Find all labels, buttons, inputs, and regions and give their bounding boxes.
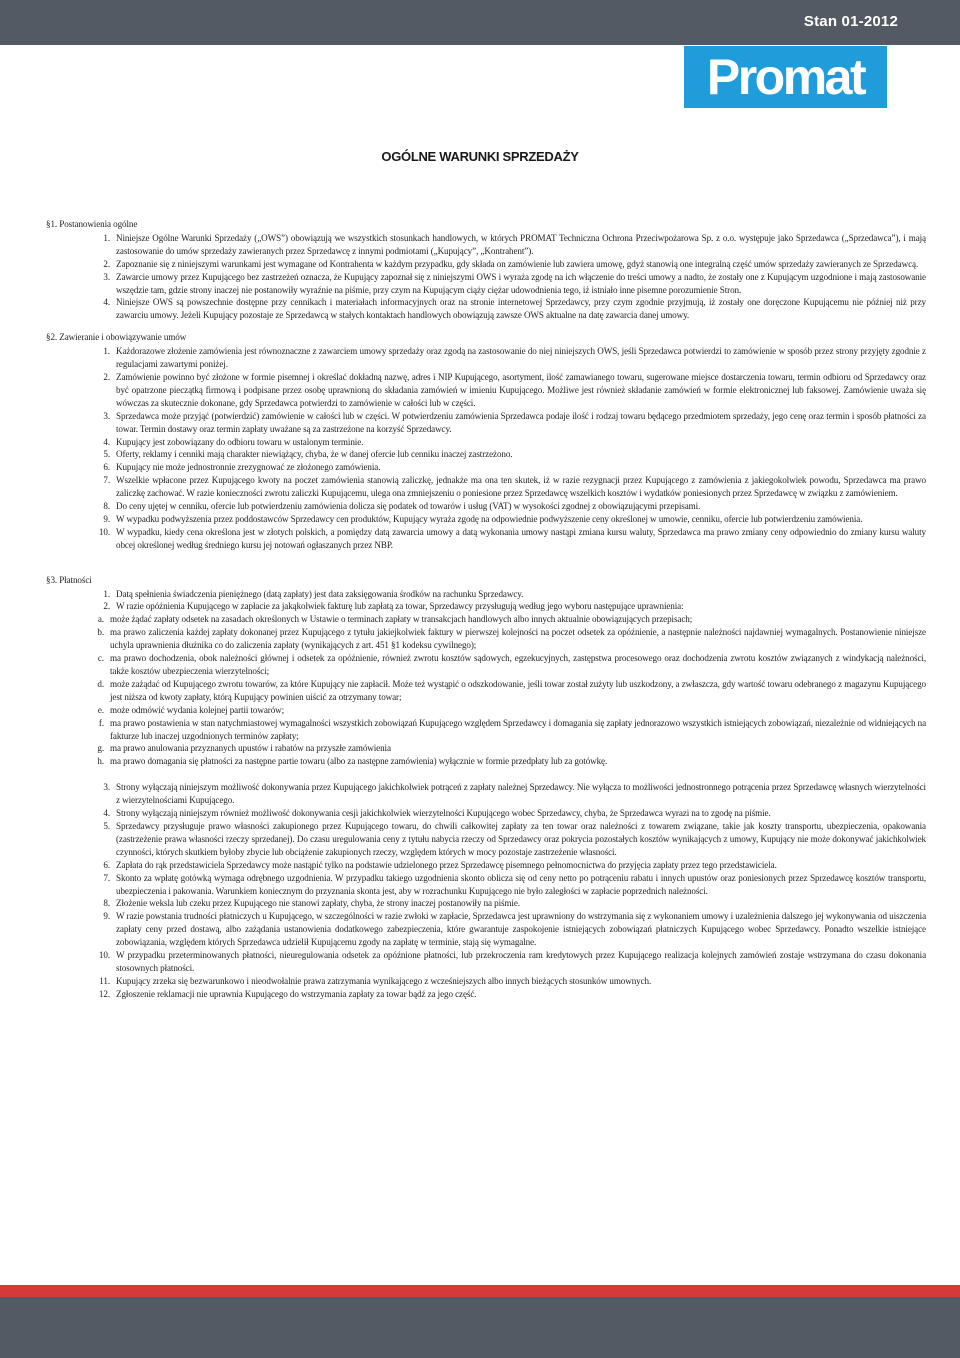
- item-number: 6.: [103, 462, 110, 473]
- list-item: [48, 232, 926, 258]
- item-number: 2.: [103, 601, 110, 612]
- item-number: 3.: [103, 410, 110, 421]
- letter-item: [48, 742, 926, 755]
- item-number: 4.: [103, 297, 110, 308]
- item-number: 3.: [103, 782, 110, 793]
- item-number: 1.: [103, 232, 110, 243]
- section-1: [48, 218, 926, 322]
- section-heading: §3. Płatności: [46, 574, 92, 585]
- section-2: [48, 331, 926, 551]
- item-text: Niniejsze Ogólne Warunki Sprzedaży („OWS”) obowiązują we wszystkich stosunkach handlowych, w których PROMAT Techniczna Ochrona Przeciwpożarowa Sp. z o.o. występuje jako Sprzedawca („Sprzedawca”), i mają zastosowanie do umów sprzedaży zawieranych przez Sprzedawcę z innymi podmiotami („Kupujący”, „Kontrahent”).: [116, 232, 926, 256]
- document-body: [48, 218, 926, 1010]
- list-item: [48, 975, 926, 988]
- item-number: 5.: [103, 820, 110, 831]
- list-item: [48, 436, 926, 449]
- edition-date: Stan 01-2012: [803, 13, 898, 30]
- letter-label: f.: [98, 717, 104, 728]
- letter-label: e.: [97, 704, 104, 715]
- list-item: [48, 461, 926, 474]
- letter-label: g.: [97, 743, 104, 754]
- list-item: [48, 448, 926, 461]
- list-item: [48, 588, 926, 601]
- item-number: 10.: [98, 526, 110, 537]
- letter-item: [48, 652, 926, 678]
- list-item: [48, 474, 926, 500]
- list-item: [48, 949, 926, 975]
- item-number: 4.: [103, 808, 110, 819]
- item-text: Datą spełnienia świadczenia pieniężnego (datą zapłaty) jest data zaksięgowania środków na rachunku Sprzedawcy.: [116, 588, 524, 599]
- letter-item: [48, 678, 926, 704]
- letter-text: ma prawo domagania się płatności za następne partie towaru (albo za następne zamówienia) wyłącznie w formie przedpłaty lub za gotówkę.: [110, 756, 608, 767]
- letter-item: [48, 755, 926, 768]
- item-text: Zgłoszenie reklamacji nie uprawnia Kupującego do wstrzymania zapłaty za towar bądź za jego część.: [116, 988, 477, 999]
- list-item: [48, 859, 926, 872]
- item-number: 8.: [103, 501, 110, 512]
- item-number: 5.: [103, 449, 110, 460]
- list-item: [48, 910, 926, 949]
- letter-text: może odmówić wydania kolejnej partii towarów;: [110, 704, 285, 715]
- letter-label: c.: [97, 653, 104, 664]
- letter-text: ma prawo postawienia w stan natychmiastowej wymagalności wszystkich zobowiązań Kupującego względem Sprzedawcy i domagania się zapłaty jednorazowo wszystkich istniejących zobowiązań, niezależnie od widniejących na fakturze lub inaczej uzgodnionych terminów zapłaty;: [110, 717, 926, 741]
- item-text: Strony wyłączają niniejszym również możliwość dokonywania cesji jakichkolwiek wierzytelności Kupującego wobec Sprzedawcy, chyba, że Sprzedawca wyrazi na to zgodę na piśmie.: [116, 808, 771, 819]
- letter-text: może żądać zapłaty odsetek na zasadach określonych w Ustawie o terminach zapłaty w transakcjach handlowych albo innych aktualnie obowiązujących przepisach;: [110, 614, 693, 625]
- list-item: [48, 513, 926, 526]
- letter-item: [48, 704, 926, 717]
- list-item: [48, 526, 926, 552]
- letter-label: a.: [97, 614, 104, 625]
- list-item: [48, 296, 926, 322]
- promat-logo: [684, 46, 887, 108]
- item-text: Zamówienie powinno być złożone w formie pisemnej i określać dokładną nazwę, adres i NIP Kupującego, asortyment, ilość zamawianego towaru, sugerowane miejsce dostarczenia towaru, termin odbioru od Sprzedawcy oraz być opatrzone pieczątką firmową i podpisane przez osobę uprawnioną do składania zamówień w imieniu Kupującego. Możliwe jest również składanie zamówień w formie elektronicznej lub faksowej. Zamówienie uważa się wówczas za skutecznie dokonane, gdy Sprzedawca potwierdzi to zamówienie w całości lub w części.: [116, 371, 926, 408]
- footer-bar: [0, 1285, 960, 1358]
- item-text: Wszelkie wpłacone przez Kupującego kwoty na poczet zamówienia stanowią zaliczkę, jednakże ma ona ten skutek, iż w razie rezygnacji przez Kupującego z zamówienia z jakiegokolwiek powodu, Sprzedawca ma prawo zaliczkę zachować. W razie konieczności zwrotu zaliczki Kupującemu, ulega ona zmniejszeniu o poniesione przez Sprzedawcę wszelkich kosztów i wydatków poniesionych przez Sprzedawcę w związku z zamówieniem.: [116, 475, 926, 499]
- item-number: 1.: [103, 588, 110, 599]
- item-number: 4.: [103, 436, 110, 447]
- section-heading: §2. Zawieranie i obowiązywanie umów: [46, 332, 187, 343]
- item-text: W przypadku przeterminowanych płatności, nieuregulowania odsetek za opóźnione płatności, lub przekroczenia ram kredytowych przez Kupującego realizacja kolejnych zamówień zostaje wstrzymana do czasu dokonania stosownych płatności.: [116, 950, 926, 973]
- item-text: Skonto za wpłatę gotówką wymaga odrębnego uzgodnienia. W przypadku takiego uzgodnienia skonto oblicza się od ceny netto po potrąceniu rabatu i innych upustów oraz poniesionych przez Sprzedawcę kosztów transportu, ubezpieczenia i pakowania. Warunkiem koniecznym do przyznania skonta jest, aby w rozrachunku Kupującego nie było zaległości w zapłacie poprzednich należności.: [116, 872, 926, 896]
- footer-red-stripe: [0, 1285, 960, 1297]
- item-text: Sprzedawca może przyjąć (potwierdzić) zamówienie w całości lub w części. W potwierdzeniu zamówienia Sprzedawca podaje ilość i rodzaj towaru będącego przedmiotem sprzedaży, jego cenę oraz termin i sposób płatności za towar. Termin dostawy oraz termin zapłaty uważane są za zastrzeżone na korzyść Sprzedawcy.: [116, 410, 926, 434]
- item-number: 2.: [103, 258, 110, 269]
- list-item: [48, 872, 926, 898]
- footer-gray-band: [0, 1297, 960, 1358]
- letter-label: d.: [97, 678, 104, 689]
- letter-label: b.: [97, 627, 104, 638]
- item-text: Każdorazowe złożenie zamówienia jest równoznaczne z zawarciem umowy sprzedaży oraz zgodą na zastosowanie do niej niniejszych OWS, jeśli Sprzedawca potwierdzi to zamówienie w sposób przez strony przyjęty zgodnie z regulacjami zawartymi poniżej.: [116, 346, 926, 370]
- letter-item: [48, 613, 926, 626]
- item-number: 7.: [103, 475, 110, 486]
- section-3: [48, 574, 926, 1001]
- item-number: 12.: [98, 988, 110, 999]
- list-item: [48, 500, 926, 513]
- item-number: 10.: [98, 950, 110, 961]
- item-number: 1.: [103, 346, 110, 357]
- logo-text: Promat: [706, 49, 865, 105]
- document-title: OGÓLNE WARUNKI SPRZEDAŻY: [381, 149, 579, 164]
- item-text: Niniejsze OWS są powszechnie dostępne przy cennikach i materiałach informacyjnych oraz na stronie internetowej Sprzedawcy, przy czym zgodnie przyjmują, iż zostały one doręczone Kupującemu nie później niż przy zawarciu umowy. Jeżeli Kupujący pozostaje ze Sprzedawcą w stałych kontaktach handlowych obowiązują zawsze OWS aktualne na datę zawarcia danej umowy.: [116, 297, 926, 321]
- item-number: 9.: [103, 513, 110, 524]
- item-text: W razie powstania trudności płatniczych u Kupującego, w szczególności w razie zwłoki w zapłacie, Sprzedawca jest uprawniony do wstrzymania się z wykonaniem umowy i uzależnienia dalszego jej wykonywania od uiszczenia zapłaty ceny przed dostawą, albo zażądania ustanowienia dodatkowego zabezpieczenia, które gwarantuje zaspokojenie istniejących zobowiązań płatniczych Kupującego wobec Sprzedawcy. Ponadto wszelkie istniejące zobowiązania, względem których Sprzedawca udzielił Kupującemu zgody na zapłatę w terminie, stają się wymagalne.: [116, 911, 926, 948]
- item-number: 2.: [103, 371, 110, 382]
- list-item: [48, 897, 926, 910]
- item-text: Zapoznanie się z niniejszymi warunkami jest wymagane od Kontrahenta w każdym przypadku, gdy składa on zamówienie lub zawiera umowę, gdyż stanowią one integralną część umów sprzedaży zawieranych ze Sprzedawcą.: [116, 258, 919, 269]
- letter-item: [48, 717, 926, 743]
- letter-text: ma prawo dochodzenia, obok należności głównej i odsetek za opóźnienie, również zwrotu kosztów sądowych, egzekucyjnych, zastępstwa procesowego oraz dochodzenia zwrotu kosztów związanych z windykacją należności, także kosztów ubezpieczenia wierzytelności;: [110, 653, 926, 676]
- list-item: [48, 988, 926, 1001]
- item-text: W razie opóźnienia Kupującego w zapłacie za jakąkolwiek fakturę lub zapłatą za towar, Sprzedawcy przysługują według jego wyboru następujące uprawnienia:: [116, 601, 684, 612]
- item-text: Strony wyłączają niniejszym możliwość dokonywania przez Kupującego jakichkolwiek potrąceń z zapłaty należnej Sprzedawcy. Nie wyłącza to możliwości jednostronnego potrącenia przez Sprzedawcę własnych wierzytelności z wierzytelnościami Kupującego.: [116, 782, 926, 806]
- item-text: Kupujący nie może jednostronnie zrezygnować ze złożonego zamówienia.: [116, 462, 381, 473]
- letter-text: ma prawo anulowania przyznanych upustów i rabatów na przyszłe zamówienia: [110, 743, 391, 754]
- section-heading: §1. Postanowienia ogólne: [46, 219, 138, 229]
- item-text: Sprzedawcy przysługuje prawo własności zakupionego przez Kupującego towaru, do chwili całkowitej zapłaty za ten towar oraz należności z towarem związane, takie jak koszty transportu, ubezpieczenia, opakowania (zastrzeżenie prawa własności rzeczy sprzedanej). Do czasu uregulowania ceny z tytułu nabycia rzeczy od Sprzedawcy oraz pokrycia pozostałych kosztów wynikających z umowy, Kupujący nie może dokonywać jakichkolwiek czynności, których skutkiem byłoby zbycie lub obciążenie zakupionych rzeczy, względem których w mocy pozostaje zastrzeżenie własności.: [116, 820, 926, 857]
- item-text: Oferty, reklamy i cenniki mają charakter niewiążący, chyba, że w danej ofercie lub cenniku inaczej zastrzeżono.: [116, 449, 513, 460]
- item-number: 9.: [103, 911, 110, 922]
- item-number: 7.: [103, 872, 110, 883]
- letter-text: może zażądać od Kupującego zwrotu towarów, za które Kupujący nie zapłacił. Może też wystąpić o odszkodowanie, jeśli towar został zużyty lub uszkodzony, a zwłaszcza, gdy wartość towaru odebranego z magazynu Kupującego jest niższa od kwoty zapłaty, którą Kupujący powinien uiścić za otrzymany towar;: [110, 678, 926, 702]
- item-text: Kupujący zrzeka się bezwarunkowo i nieodwołalnie prawa zatrzymania wynikającego z wcześniejszych albo innych bieżących stosunków umownych.: [116, 975, 652, 986]
- list-item: [48, 600, 926, 613]
- list-item: [48, 371, 926, 410]
- spacer: [48, 768, 926, 781]
- item-text: Kupujący jest zobowiązany do odbioru towaru w ustalonym terminie.: [116, 436, 364, 447]
- list-item: [48, 820, 926, 859]
- list-item: [48, 258, 926, 271]
- header-bar: [0, 0, 960, 45]
- item-text: Złożenie weksla lub czeku przez Kupującego nie stanowi zapłaty, chyba, że strony inaczej postanowiły na piśmie.: [116, 898, 520, 909]
- item-text: W wypadku, kiedy cena określona jest w złotych polskich, a pomiędzy datą zawarcia umowy a datą wykonania umowy nastąpi zmiana kursu waluty, Sprzedawca ma prawo zmiany ceny odpowiednio do zmiany kursu waluty obcej określonej według średniego kursu jej notowań ogłaszanych przez NBP.: [116, 526, 926, 550]
- list-item: [48, 410, 926, 436]
- item-number: 3.: [103, 271, 110, 282]
- item-text: W wypadku podwyższenia przez poddostawców Sprzedawcy cen produktów, Kupujący wyraża zgodę na odpowiednie podwyższenie ceny określonej w umowie, cenniku, ofercie lub potwierdzeniu zamówienia.: [116, 513, 863, 524]
- item-text: Zawarcie umowy przez Kupującego bez zastrzeżeń oznacza, że Kupujący zapoznał się z niniejszymi OWS i wyraża zgodę na ich włączenie do treści umowy a nadto, że zostały one z Kupującym uzgodnione i mają zastosowanie wszędzie tam, gdzie strony inaczej nie postanowiły wyraźnie na piśmie, przy czym na Kupującym ciąży ciężar udowodnienia tego, iż istniało inne pisemne porozumienie Stron.: [116, 271, 926, 295]
- letter-text: ma prawo zaliczenia każdej zapłaty dokonanej przez Kupującego z tytułu jakiejkolwiek faktury w pierwszej kolejności na poczet odsetek za opóźnienie, a następnie należności najdawniej wymagalnych. Postanowienie niniejsze uchyla uprawnienia dłużnika co do zaliczenia zapłaty (wynikających z art. 451 §1 kodeksu cywilnego);: [110, 627, 926, 651]
- item-number: 8.: [103, 898, 110, 909]
- item-number: 6.: [103, 859, 110, 870]
- list-item: [48, 781, 926, 807]
- item-number: 11.: [99, 975, 110, 986]
- spacer: [48, 561, 926, 574]
- letter-item: [48, 626, 926, 652]
- list-item: [48, 271, 926, 297]
- list-item: [48, 807, 926, 820]
- item-text: Do ceny ujętej w cenniku, ofercie lub potwierdzeniu zamówienia dolicza się podatek od towarów i usług (VAT) w wysokości zgodnej z obowiązującymi przepisami.: [116, 501, 701, 512]
- item-text: Zapłata do rąk przedstawiciela Sprzedawcy może nastąpić tylko na podstawie udzielonego przez Sprzedawcę pisemnego pełnomocnictwa do przyjęcia zapłaty przez tego przedstawiciela.: [116, 859, 777, 870]
- list-item: [48, 345, 926, 371]
- letter-label: h.: [97, 756, 104, 767]
